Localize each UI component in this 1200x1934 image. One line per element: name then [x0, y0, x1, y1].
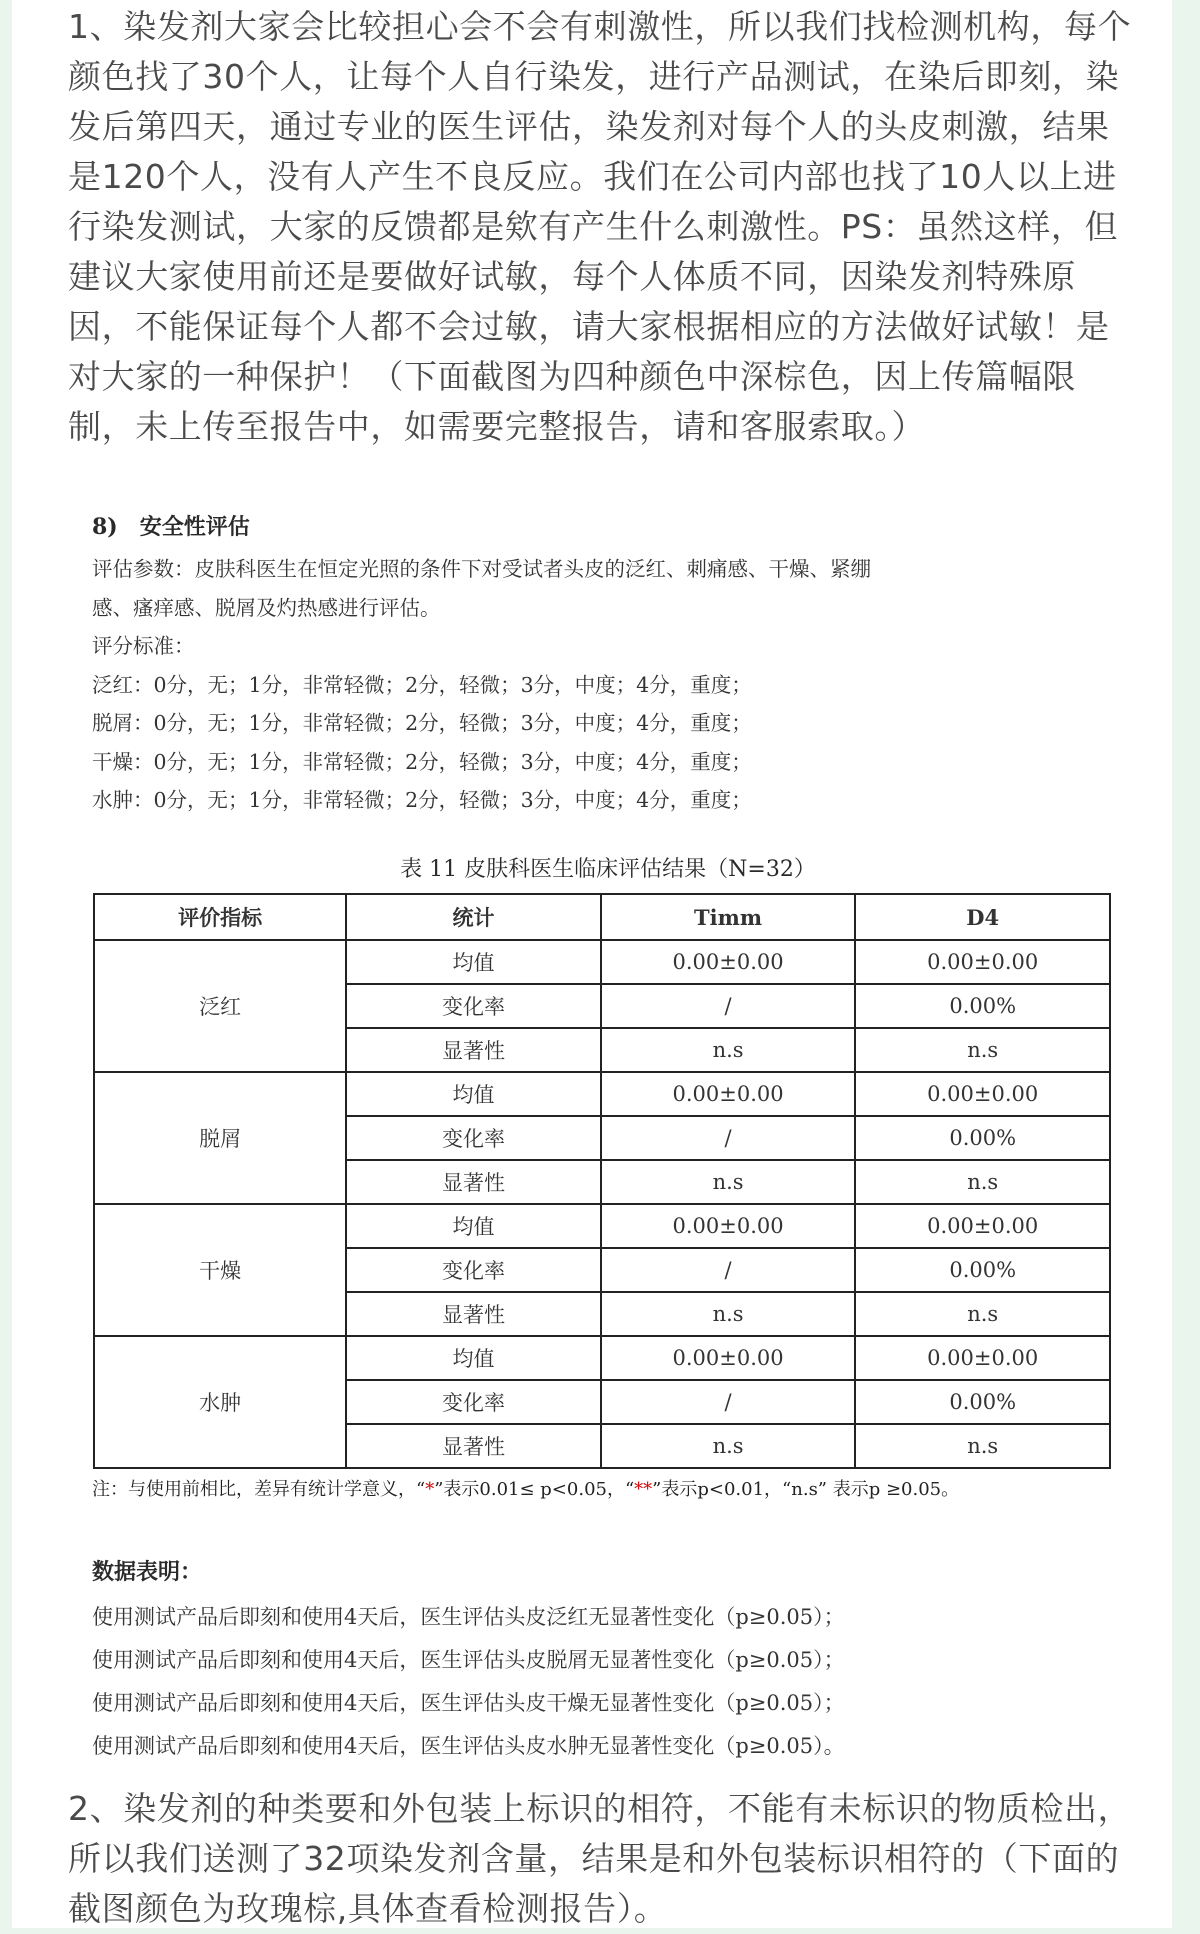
- table-note: [92, 1475, 959, 1501]
- data-summary-line: 使用测试产品后即刻和使用4天后，医生评估头皮泛红无显著性变化（p≥0.05）；: [92, 1605, 845, 1629]
- d4-cell: 0.00%: [855, 1248, 1110, 1292]
- indicator-cell: 泛红: [94, 940, 346, 1072]
- data-summary-line: 使用测试产品后即刻和使用4天后，医生评估头皮脱屑无显著性变化（p≥0.05）；: [92, 1648, 845, 1672]
- table-row: [94, 940, 1110, 984]
- timm-cell: 0.00±0.00: [601, 940, 856, 984]
- stat-cell: 变化率: [346, 1380, 601, 1424]
- stat-cell: 均值: [346, 940, 601, 984]
- eval-line: 脱屑：0分，无；1分，非常轻微；2分，轻微；3分，中度；4分，重度；: [92, 711, 752, 735]
- eval-line: 评估参数：皮肤科医生在恒定光照的条件下对受试者头皮的泛红、刺痛感、干燥、紧绷: [92, 557, 871, 581]
- d4-cell: n.s: [855, 1160, 1110, 1204]
- note-mid-2: ”表示p<0.01，“n.s” 表示p ≥0.05。: [652, 1479, 960, 1500]
- table-header-cell: 统计: [346, 894, 601, 940]
- note-star-single: *: [425, 1479, 435, 1500]
- stat-cell: 变化率: [346, 1116, 601, 1160]
- d4-cell: 0.00%: [855, 984, 1110, 1028]
- stat-cell: 显著性: [346, 1160, 601, 1204]
- section-title: 安全性评估: [139, 514, 250, 540]
- d4-cell: n.s: [855, 1292, 1110, 1336]
- data-summary-line: 使用测试产品后即刻和使用4天后，医生评估头皮干燥无显著性变化（p≥0.05）；: [92, 1691, 845, 1715]
- indicator-cell: 干燥: [94, 1204, 346, 1336]
- d4-cell: 0.00±0.00: [855, 1336, 1110, 1380]
- indicator-cell: 脱屑: [94, 1072, 346, 1204]
- eval-line: 评分标准：: [92, 634, 195, 658]
- section-number: 8): [92, 514, 118, 540]
- stat-cell: 均值: [346, 1204, 601, 1248]
- timm-cell: 0.00±0.00: [601, 1204, 856, 1248]
- table-row: [94, 1204, 1110, 1248]
- timm-cell: n.s: [601, 1424, 856, 1468]
- stat-cell: 显著性: [346, 1424, 601, 1468]
- outro-paragraph: 2、染发剂的种类要和外包装上标识的相符，不能有未标识的物质检出，所以我们送测了32项染发剂含量，结果是和外包装标识相符的（下面的截图颜色为玫瑰棕,具体查看检测报告）。: [68, 1789, 1132, 1928]
- indicator-cell: 水肿: [94, 1336, 346, 1468]
- eval-line: 干燥：0分，无；1分，非常轻微；2分，轻微；3分，中度；4分，重度；: [92, 749, 752, 774]
- eval-line: 泛红：0分，无；1分，非常轻微；2分，轻微；3分，中度；4分，重度；: [92, 672, 752, 697]
- stat-cell: 显著性: [346, 1292, 601, 1336]
- d4-cell: 0.00±0.00: [855, 1072, 1110, 1116]
- timm-cell: /: [601, 1248, 856, 1292]
- timm-cell: /: [601, 1380, 856, 1424]
- d4-cell: n.s: [855, 1028, 1110, 1072]
- article-page: [12, 0, 1172, 1928]
- eval-line: 感、瘙痒感、脱屑及灼热感进行评估。: [92, 595, 441, 620]
- intro-paragraph: 1、染发剂大家会比较担心会不会有刺激性，所以我们找检测机构，每个颜色找了30个人，让每个人自行染发，进行产品测试，在染后即刻，染发后第四天，通过专业的医生评估，染发剂对每个人的头皮刺激，结果是120个人，没有人产生不良反应。我们在公司内部也找了10人以上进行染发测试，大家的反馈都是欸有产生什么刺激性。PS：虽然这样，但建议大家使用前还是要做好试敏，每个人体质不同，因染发剂特殊原因，不能保证每个人都不会过敏，请大家根据相应的方法做好试敏！是对大家的一种保护！（下面截图为四种颜色中深棕色，因上传篇幅限制，未上传至报告中，如需要完整报告，请和客服索取。）: [68, 7, 1132, 446]
- d4-cell: 0.00±0.00: [855, 1204, 1110, 1248]
- d4-cell: 0.00±0.00: [855, 940, 1110, 984]
- note-star-double: **: [634, 1479, 653, 1500]
- evaluation-criteria: [92, 550, 1122, 820]
- stat-cell: 变化率: [346, 1248, 601, 1292]
- table-row: [94, 1072, 1110, 1116]
- timm-cell: n.s: [601, 1292, 856, 1336]
- timm-cell: n.s: [601, 1028, 856, 1072]
- data-summary-list: [92, 1596, 1122, 1768]
- stat-cell: 显著性: [346, 1028, 601, 1072]
- data-summary-line: 使用测试产品后即刻和使用4天后，医生评估头皮水肿无显著性变化（p≥0.05）。: [92, 1734, 845, 1758]
- timm-cell: /: [601, 1116, 856, 1160]
- d4-cell: 0.00%: [855, 1116, 1110, 1160]
- results-table: [93, 893, 1111, 1469]
- timm-cell: 0.00±0.00: [601, 1336, 856, 1380]
- note-mid-1: ”表示0.01≤ p<0.05，“: [434, 1479, 635, 1500]
- eval-line: 水肿：0分，无；1分，非常轻微；2分，轻微；3分，中度；4分，重度；: [92, 788, 752, 812]
- table-header-cell: 评价指标: [94, 894, 346, 940]
- section-heading: [92, 510, 250, 541]
- timm-cell: /: [601, 984, 856, 1028]
- timm-cell: n.s: [601, 1160, 856, 1204]
- table-row: [94, 1336, 1110, 1380]
- data-summary-heading: 数据表明：: [92, 1559, 203, 1585]
- table-caption: 表 11 皮肤科医生临床评估结果（N=32）: [400, 857, 816, 882]
- d4-cell: 0.00%: [855, 1380, 1110, 1424]
- table-header-cell: D4: [855, 894, 1110, 940]
- note-prefix: 注：与使用前相比，差异有统计学意义，“: [92, 1479, 426, 1500]
- stat-cell: 均值: [346, 1072, 601, 1116]
- table-header-cell: Timm: [601, 894, 856, 940]
- table-header-row: [94, 894, 1110, 940]
- d4-cell: n.s: [855, 1424, 1110, 1468]
- timm-cell: 0.00±0.00: [601, 1072, 856, 1116]
- stat-cell: 变化率: [346, 984, 601, 1028]
- stat-cell: 均值: [346, 1336, 601, 1380]
